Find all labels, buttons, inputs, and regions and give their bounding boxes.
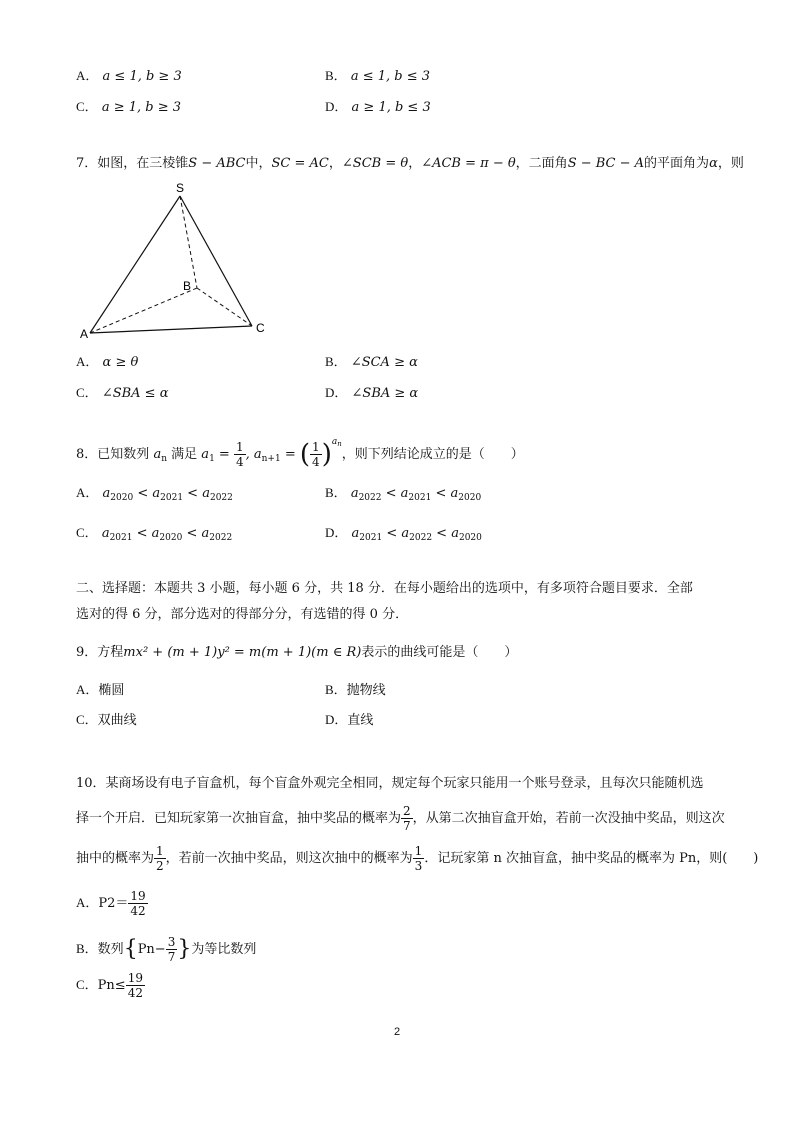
q7-option-a	[76, 354, 138, 371]
option-text: 抛物线	[346, 683, 386, 698]
option-text: 双曲线	[97, 713, 137, 728]
edge-sc	[180, 196, 252, 326]
q8-option-d	[325, 525, 482, 546]
numerator: 2	[403, 804, 411, 818]
math-symbol: a	[102, 486, 111, 501]
option-expression: $a_{2020} < a_{2021} < a_{2022}$	[102, 486, 233, 503]
q7-option-c	[76, 385, 169, 402]
option-expression: α ≥ θ	[102, 355, 139, 370]
fraction	[154, 844, 166, 873]
math-expression: S − BC − A	[567, 156, 645, 171]
paren-open: (	[299, 439, 311, 470]
vertex-label-s: S	[176, 181, 185, 195]
question-number: 8．	[76, 447, 98, 462]
math-subscript: n	[337, 440, 342, 448]
option-expression: $a_{2022} < a_{2021} < a_{2020}$	[350, 486, 482, 503]
option-expression: a ≤ 1, b ≥ 3	[102, 69, 182, 84]
stem-text: ，则下列结论成立的是（ ）	[341, 447, 524, 462]
q7-stem	[76, 156, 744, 172]
option-text: P2＝	[98, 896, 129, 911]
option-letter: A．	[76, 895, 99, 910]
option-text: Pn−	[137, 942, 166, 957]
option-letter: C．	[76, 99, 98, 114]
q8-option-c	[76, 525, 232, 546]
math-symbol: a	[201, 447, 210, 462]
vertex-label-c: C	[256, 321, 265, 335]
option-letter: A．	[76, 354, 99, 369]
option-letter: B．	[325, 682, 347, 697]
option-text: 为等比数列	[191, 942, 257, 957]
math-symbol: a	[151, 526, 160, 541]
option-letter: A．	[76, 485, 99, 500]
math-expression: SC = AC	[271, 156, 329, 171]
q6-option-d	[325, 99, 431, 116]
page-number: 2	[394, 1026, 401, 1038]
q9-stem	[76, 645, 517, 661]
option-expression: ∠SCA ≥ α	[350, 355, 418, 370]
option-letter: B．	[325, 354, 347, 369]
fraction	[234, 440, 246, 469]
denominator: 7	[403, 819, 411, 833]
brace-close: }	[177, 936, 192, 962]
numerator: 1	[235, 440, 244, 454]
math-subscript: 2021	[359, 533, 383, 543]
q10-option-a	[76, 888, 148, 919]
option-text: 椭圆	[98, 683, 125, 698]
option-letter: C．	[76, 712, 98, 727]
math-expression: ∠SCB = θ	[341, 156, 409, 171]
math-subscript: 2020	[458, 533, 482, 543]
stem-text: 表示的曲线可能是（ ）	[361, 645, 518, 660]
math-expression	[153, 447, 167, 462]
math-subscript: 2021	[408, 493, 432, 503]
math-symbol: a	[101, 526, 110, 541]
option-text: Pn≤	[97, 978, 126, 993]
denominator: 42	[130, 904, 146, 918]
denominator: 4	[235, 455, 244, 469]
option-letter: C．	[76, 977, 98, 992]
q6-option-b	[325, 68, 430, 85]
q10-stem-line3	[76, 844, 758, 874]
math-expression: ∠ACB = π − θ	[421, 156, 516, 171]
math-subscript: 2021	[160, 493, 184, 503]
option-letter: B．	[325, 68, 347, 83]
option-letter: B．	[325, 485, 347, 500]
stem-text: 抽中的概率为	[76, 851, 155, 866]
option-expression: $a_{2021} < a_{2022} < a_{2020}$	[351, 526, 482, 543]
numerator: 3	[167, 935, 176, 949]
math-expression: S − ABC	[188, 156, 246, 171]
option-letter: A．	[76, 68, 99, 83]
q9-option-d	[325, 712, 373, 729]
edge-ab-hidden	[90, 288, 197, 333]
math-expression	[254, 447, 281, 462]
math-expression: α	[709, 156, 718, 171]
numerator: 19	[127, 971, 143, 985]
stem-text: ，	[328, 156, 342, 171]
stem-text: ，二面角	[515, 156, 568, 171]
option-letter: A．	[76, 682, 99, 697]
math-symbol: a	[351, 526, 360, 541]
math-subscript: 2022	[409, 533, 433, 543]
fraction	[401, 804, 413, 833]
math-symbol: a	[350, 486, 359, 501]
fraction	[126, 971, 145, 1000]
numerator: 19	[130, 889, 146, 903]
option-letter: D．	[325, 385, 348, 400]
option-expression: $a_{2021} < a_{2020} < a_{2022}$	[101, 526, 233, 543]
math-symbol: a	[152, 486, 161, 501]
math-subscript: 2020	[458, 493, 482, 503]
q8-option-b	[325, 485, 481, 506]
option-letter: C．	[76, 525, 98, 540]
edge-sb-hidden	[180, 196, 197, 288]
math-symbol: a	[451, 526, 459, 541]
q7-option-d	[325, 385, 418, 402]
option-text: 直线	[347, 713, 374, 728]
denominator: 7	[167, 950, 176, 964]
edge-sa	[90, 196, 180, 333]
stem-text: ，若前一次抽中奖品，则这次抽中的概率为	[165, 851, 413, 866]
fraction	[413, 844, 425, 873]
math-expression	[201, 447, 215, 462]
question-number: 7．	[76, 156, 98, 171]
fraction	[310, 440, 322, 469]
q6-option-c	[76, 99, 181, 116]
section-2-instructions-line1: 二、选择题：本题共 3 小题，每小题 6 分，共 18 分．在每小题给出的选项中，有多项符合题目要求．全部	[76, 581, 693, 596]
math-symbol: a	[331, 437, 338, 447]
stem-text: 已知数列	[97, 447, 150, 462]
denominator: 42	[127, 986, 143, 1000]
math-subscript: 2022	[358, 493, 382, 503]
question-number: 9．	[76, 645, 98, 660]
numerator: 1	[312, 440, 320, 454]
stem-text: 满足	[171, 447, 198, 462]
option-expression: a ≤ 1, b ≤ 3	[350, 69, 431, 84]
stem-text: ，从第二次抽盲盒开始，若前一次没抽中奖品，则这次	[412, 811, 725, 826]
option-text: 数列	[97, 942, 124, 957]
q9-option-a	[76, 682, 124, 699]
math-subscript: 1	[209, 454, 215, 464]
numerator: 1	[414, 844, 423, 858]
denominator: 3	[414, 859, 423, 873]
q6-option-a	[76, 68, 182, 85]
option-letter: C．	[76, 385, 98, 400]
option-expression: a ≥ 1, b ≥ 3	[101, 100, 182, 115]
option-letter: D．	[325, 525, 348, 540]
math-subscript: 2022	[209, 493, 233, 503]
math-operator: ,	[245, 447, 254, 462]
math-subscript: 2022	[209, 533, 233, 543]
edge-bc-hidden	[197, 288, 252, 326]
option-expression: ∠SBA ≤ α	[101, 386, 169, 401]
math-subscript: n+1	[261, 454, 281, 464]
tetrahedron-figure	[80, 178, 280, 343]
vertex-label-b: B	[183, 279, 192, 293]
stem-text: ，	[408, 156, 422, 171]
math-symbol: a	[153, 447, 162, 462]
q10-stem-line2	[76, 804, 725, 834]
q8-stem	[76, 422, 524, 479]
stem-text: 择一个开启．已知玩家第一次抽盲盒，抽中奖品的概率为	[76, 811, 402, 826]
math-symbol: a	[450, 486, 459, 501]
denominator: 4	[312, 455, 320, 469]
option-letter: B．	[76, 941, 98, 956]
math-subscript: n	[161, 454, 167, 464]
math-operator: =	[280, 447, 300, 462]
edge-ac	[90, 326, 252, 333]
fraction	[128, 889, 147, 918]
stem-text: 中，	[245, 156, 272, 171]
brace-open: {	[123, 936, 138, 962]
q7-option-b	[325, 354, 418, 371]
math-operator: =	[214, 447, 234, 462]
fraction	[166, 935, 178, 964]
option-expression: ∠SBA ≥ α	[351, 386, 419, 401]
q8-option-a	[76, 485, 233, 506]
stem-text: ，则	[717, 156, 744, 171]
stem-text: 的平面角为	[644, 156, 710, 171]
q10-option-b	[76, 934, 256, 965]
math-subscript: 2020	[159, 533, 183, 543]
math-symbol: a	[401, 526, 410, 541]
paren-close: )	[321, 439, 332, 470]
vertex-label-a: A	[80, 327, 89, 341]
stem-text: 如图，在三棱锥	[97, 156, 189, 171]
stem-text: 方程	[97, 645, 124, 660]
math-symbol: a	[400, 486, 409, 501]
exponent	[332, 437, 342, 447]
option-expression: a ≥ 1, b ≤ 3	[351, 100, 431, 115]
math-expression: mx² + (m + 1)y² = m(m + 1)(m ∈ R)	[123, 645, 362, 660]
math-subscript: 2021	[109, 533, 133, 543]
q10-stem-line1: 10．某商场设有电子盲盒机，每个盲盒外观完全相同，规定每个玩家只能用一个账号登录，且每次只能随机选	[76, 776, 704, 791]
q9-option-b	[325, 682, 386, 699]
section-2-instructions-line2: 选对的得 6 分，部分选对的得部分分，有选错的得 0 分．	[76, 607, 409, 622]
stem-text: ．记玩家第 n 次抽盲盒，抽中奖品的概率为 Pn，则( )	[424, 851, 759, 866]
numerator: 1	[156, 844, 164, 858]
math-subscript: 2020	[110, 493, 134, 503]
option-letter: D．	[325, 99, 348, 114]
math-symbol: a	[202, 486, 210, 501]
option-letter: D．	[325, 712, 348, 727]
denominator: 2	[156, 859, 164, 873]
math-symbol: a	[253, 447, 262, 462]
math-symbol: a	[201, 526, 210, 541]
q10-option-c	[76, 970, 145, 1001]
q9-option-c	[76, 712, 137, 729]
